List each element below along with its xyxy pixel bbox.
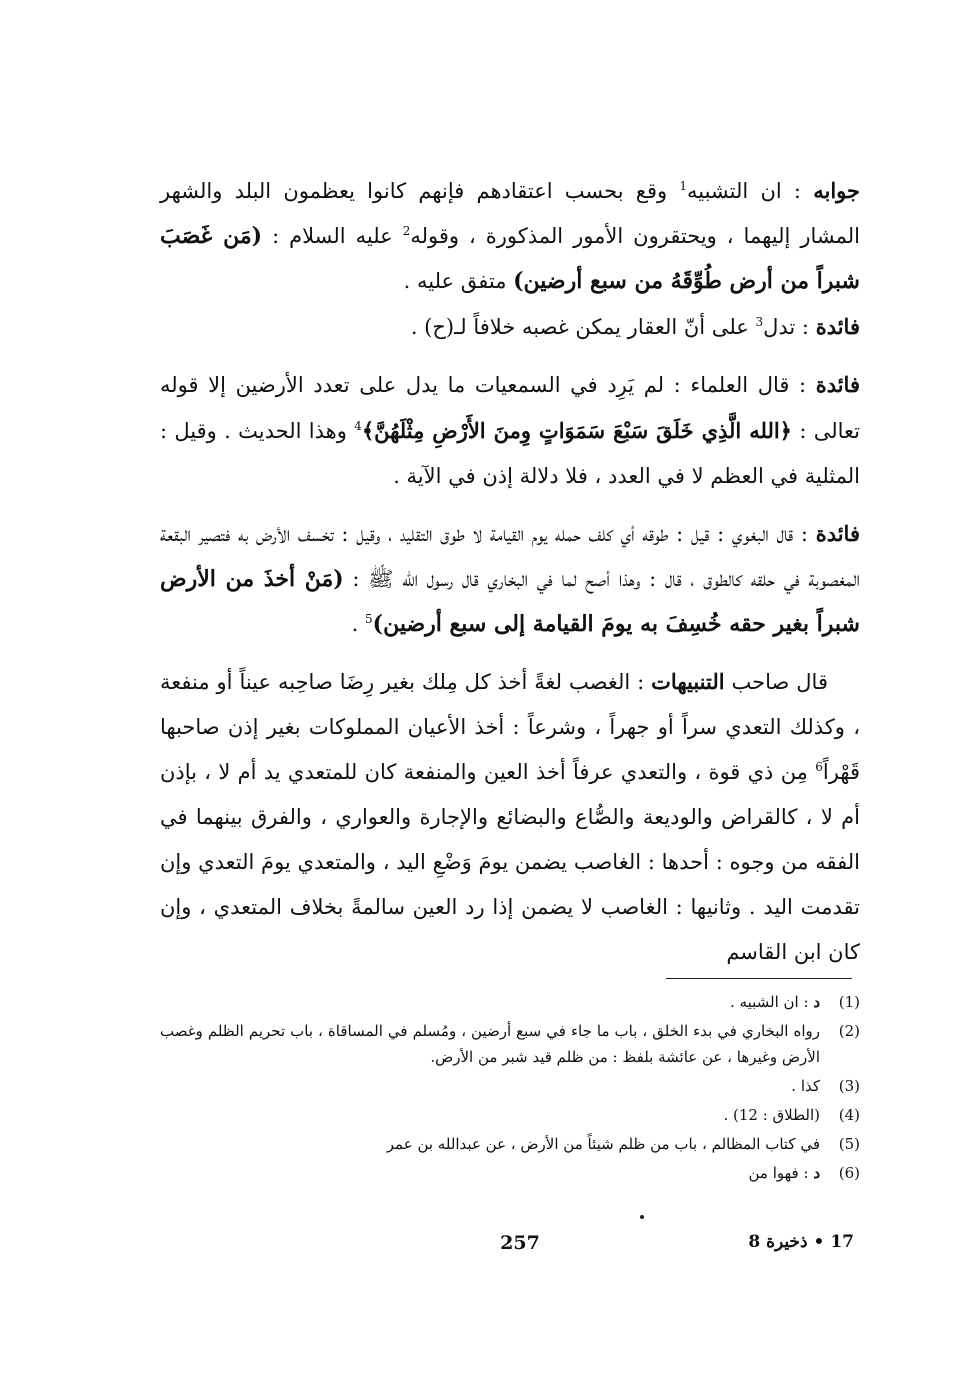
footnote-number: (2) (838, 1022, 860, 1040)
paragraph-text: على أنّ العقار يمكن غصبه خلافاً لـ(ح) . (410, 315, 756, 339)
paragraph-text: : الغصب لغةً أخذ كل مِلك بغير رِضَا صاحِبه عيناً أو منفعة ، وكذلك التعدي سراً أو جهراً ، وشرعاً : أخذ الأعيان المملوكات بغير إذن صاحبها قَهْراً (160, 670, 860, 784)
footnote-ref: 6 (815, 760, 823, 774)
paragraph-text: : قال البغوي : قيل : طوقه أي كلف حمله يوم القيامة لا طوق التقليد ، وقيل : تخسف الأرض به فتصير البقعة المغصوبة في حلقه كالطوق ، قال : وهذا أصح لما في البخاري قال رسول الله ﷺ : (160, 522, 860, 591)
footnote-text (160, 1131, 820, 1157)
footnote-text (160, 989, 820, 1015)
footnote-ref: 4 (354, 419, 362, 433)
paragraph-text: متفق عليه . (403, 269, 514, 293)
page-number: 257 (500, 1232, 540, 1254)
book-title: التنبيهات (651, 669, 725, 694)
footnote-body: (الطلاق : 12) . (723, 1106, 820, 1124)
footnote-item (160, 1160, 860, 1186)
footnote-text (160, 1102, 820, 1128)
paragraph-lead: فائدة (815, 521, 860, 546)
footnotes (160, 986, 860, 1189)
footnote-lead: د (813, 1164, 820, 1182)
footnote-text (160, 1018, 820, 1070)
paragraph-text: عليه السلام : (262, 224, 403, 248)
footnote-number: (5) (838, 1135, 860, 1153)
footnote-lead: د (813, 993, 820, 1011)
footnote-number: (6) (838, 1164, 860, 1182)
footnote-number: (1) (838, 993, 860, 1011)
footnote-separator (666, 978, 852, 979)
footnote-item (160, 1073, 860, 1099)
footnote-ref: 3 (755, 315, 764, 329)
paragraph-text: وقع بحسب اعتقادهم فإنهم كانوا يعظمون البلد والشهر المشار إليهما ، ويحتقرون الأمور المذكورة ، وقوله (160, 179, 860, 248)
paragraph-tanbihat (160, 659, 860, 975)
print-speck (640, 1215, 644, 1219)
paragraph-benefit-1 (160, 304, 860, 350)
hadith-quote: (مَنْ أخذَ من الأرض شبراً بغير حقه خُسِفَ به يومَ القيامة إلى سبع أرضين) (160, 566, 860, 637)
paragraph-text: وهذا الحديث . وقيل : المثلية في العظم لا في العدد ، فلا دلالة إذن في الآية . (160, 419, 860, 488)
paragraph-text: . (351, 612, 366, 636)
main-text (160, 168, 860, 975)
footnote-item (160, 989, 860, 1015)
footnote-ref: 2 (402, 224, 411, 238)
footnote-number: (3) (838, 1077, 860, 1095)
hadith-quote: (مَن غَصَبَ شبراً من أرض طُوِّقَهُ من سبع أرضين) (160, 223, 860, 294)
footnote-body: في كتاب المظالم ، باب من ظلم شيئاً من الأرض ، عن عبدالله بن عمر (386, 1135, 820, 1153)
footnote-item (160, 1102, 860, 1128)
footnote-number: (4) (838, 1106, 860, 1124)
paragraph-benefit-2 (160, 362, 860, 499)
paragraph-text: مِن ذي قوة ، والتعدي عرفاً أخذ العين والمنفعة كان للمتعدي يد أم لا ، بإذن أم لا ، كالقراض والوديعة والصُّاع والبضائع والإجارة والعواري ، والفرق بينهما في الفقه من وجوه : أحدها : الغاصب يضمن يومَ وَضْعِ اليد ، والمتعدي يومَ التعدي وإن تقدمت اليد . وثانيها : الغاصب لا يضمن إذا رد العين سالمةً بخلاف المتعدي ، وإن كان ابن القاسم (160, 760, 860, 964)
footnote-item (160, 1131, 860, 1157)
footnote-body: : ان الشبيه . (730, 993, 814, 1011)
footnote-body: : فهوا من (748, 1164, 814, 1182)
quran-verse: ﴿الله الَّذِي خَلَقَ سَبْعَ سَمَوَاتٍ وِمنَ الأَرْضِ مِثْلَهُنَّ﴾ (361, 418, 792, 443)
paragraph-lead: فائدة (815, 372, 860, 397)
footnote-text (160, 1073, 820, 1099)
paragraph-answer (160, 168, 860, 304)
paragraph-text: : ان التشبيه (687, 179, 814, 203)
paragraph-benefit-3 (160, 511, 860, 647)
paragraph-lead: فائدة (815, 314, 860, 339)
footnote-text (160, 1160, 820, 1186)
paragraph-lead: جوابه (813, 178, 860, 203)
footnote-ref: 5 (365, 612, 373, 626)
printer-signature: 17 • ذخيرة 8 (748, 1232, 854, 1252)
footnote-body: كذا . (791, 1077, 820, 1095)
footnote-item (160, 1018, 860, 1070)
footnote-ref: 1 (679, 179, 687, 193)
footnote-body: رواه البخاري في بدء الخلق ، باب ما جاء في سبع أرضين ، ومُسلم في المساقاة ، باب تحريم الظلم وغصب الأرض وغيرها ، عن عائشة بلفظ : من ظلم قيد شبر من الأرض. (160, 1022, 820, 1066)
paragraph-text: : تدل (763, 315, 816, 339)
paragraph-text: قال صاحب (724, 670, 828, 694)
paragraph-text: : قال العلماء : لم يَرِد في السمعيات ما يدل على تعدد الأرضين إلا قوله تعالى : (160, 373, 860, 443)
